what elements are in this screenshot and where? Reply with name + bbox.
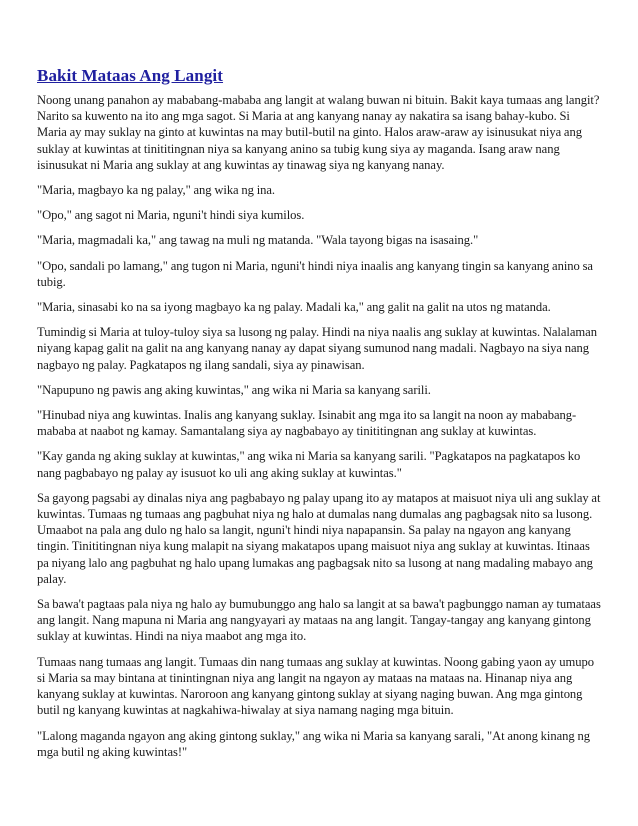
paragraph-14: "Lalong maganda ngayon ang aking gintong suklay," ang wika ni Maria sa kanyang sarali, "At anong kinang ng mga butil ng aking kuwintas!" — [37, 728, 590, 759]
paragraph-10: "Kay ganda ng aking suklay at kuwintas," ang wika ni Maria sa kanyang sarili. "Pagkatapos na pagkatapos ko nang pagbabayo ng palay ay isusuot ko uli ang aking suklay at kuwintas." — [37, 449, 581, 480]
paragraph-2: "Maria, magbayo ka ng palay," ang wika ng ina. — [37, 183, 276, 198]
paragraph-12: Sa bawa't pagtaas pala niya ng halo ay bumubunggo ang halo sa langit at sa bawa't pagbunggo naman ay tumataas ang langit. Nang mapuna ni Maria ang nangyayari ay mataas na ang langit. Tangay-tangay ang kanyang gintong suklay at kuwintas. Hindi na niya maabot ang mga ito. — [37, 597, 601, 644]
paragraph-4: "Maria, magmadali ka," ang tawag na muli ng matanda. "Wala tayong bigas na isasaing." — [37, 233, 479, 248]
paragraph-8: "Napupuno ng pawis ang aking kuwintas," ang wika ni Maria sa kanyang sarili. — [37, 382, 431, 397]
paragraph-9: "Hinubad niya ang kuwintas. Inalis ang kanyang suklay. Isinabit ang mga ito sa langit na noon ay mababang-mababa at naabot ng kamay. Samantalang siya ay nagbabayo ay tinititingnan ang suklay at kuwintas. — [37, 408, 577, 439]
paragraph-1: Noong unang panahon ay mababang-mababa ang langit at walang buwan ni bituin. Bakit kaya tumaas ang langit? Narito sa kuwento na ito ang mga sagot. Si Maria at ang kanyang nanay ay nakatira sa isang bahay-kubo. Si Maria ay may suklay na ginto at kuwintas na may butil-butil na ginto. Halos araw-araw ay isinusukat niya ang suklay at kuwintas at tinititingnan niya sa kanyang anino sa tubig kung siya ay maganda. Isang araw nang isinusukat ni Maria ang suklay at ang kuwintas ay tinawag siya ng kanyang nanay. — [37, 93, 600, 172]
paragraph-5: "Opo, sandali po lamang," ang tugon ni Maria, nguni't hindi niya inaalis ang kanyang tingin sa kanyang anino sa tubig. — [37, 258, 593, 289]
document-page — [37, 66, 602, 769]
paragraph-6: "Maria, sinasabi ko na sa iyong magbayo ka ng palay. Madali ka," ang galit na galit na utos ng matanda. — [37, 300, 551, 315]
paragraph-7: Tumindig si Maria at tuloy-tuloy siya sa lusong ng palay. Hindi na niya naalis ang suklay at kuwintas. Nalalaman niyang kapag galit na galit na ang kanyang nanay ay dapat siyang sumunod nang madali. Nagbayo na siya nang nagbayo ng palay. Pagkatapos ng ilang sandali, siya ay pinawisan. — [37, 325, 597, 372]
paragraph-3: "Opo," ang sagot ni Maria, nguni't hindi siya kumilos. — [37, 208, 305, 223]
document-title[interactable]: Bakit Mataas Ang Langit — [37, 66, 224, 85]
paragraph-11: Sa gayong pagsabi ay dinalas niya ang pagbabayo ng palay upang ito ay matapos at maisuot niya uli ang suklay at kuwintas. Tumaas ng tumaas ang pagbuhat niya ng halo at dumalas nang dumalas ang pagbagsak nito sa lusong. Umaabot na pala ang dulo ng halo sa langit, nguni't hindi niya napapansin. Sa palay na ngayon ang kanyang tingin. Tinititingnan niya kung malapit na siyang makatapos upang maisuot niya ang suklay at kuwintas. Itinaas pa niyang lalo ang pagbuhat ng halo upang lumakas ang pagbagsak nito sa lusong at nang madaling mabayo ang palay. — [37, 490, 601, 586]
paragraph-13: Tumaas nang tumaas ang langit. Tumaas din nang tumaas ang suklay at kuwintas. Noong gabing yaon ay umupo si Maria sa may bintana at tinintingnan niya ang langit na ngayon ay mataas na mataas na. Hinanap niya ang kanyang suklay at kuwintas. Naroroon ang kanyang gintong suklay at siyang naging buwan. Ang mga gintong butil ng kanyang kuwintas at nagkahiwa-hiwalay at siya namang naging mga bituin. — [37, 654, 594, 718]
